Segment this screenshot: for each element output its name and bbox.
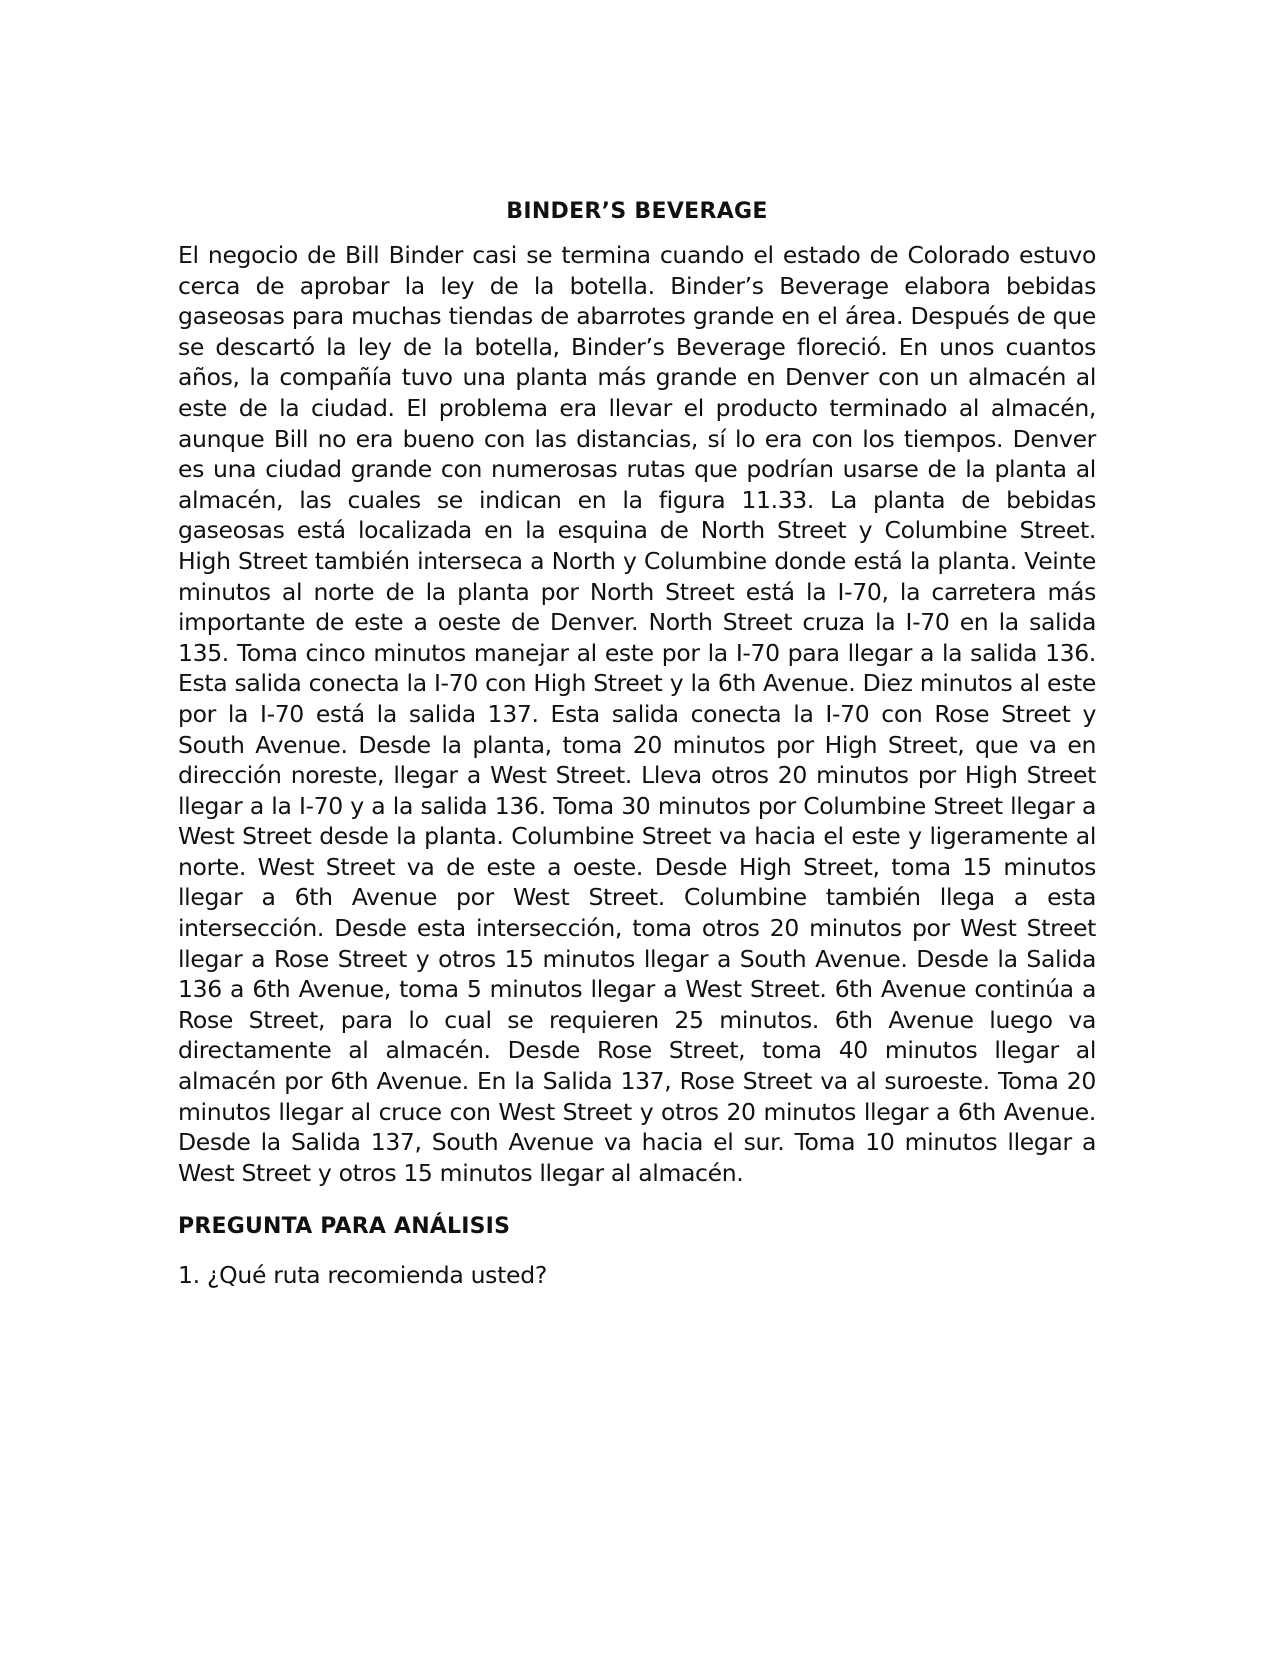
case-body-paragraph: El negocio de Bill Binder casi se termina cuando el estado de Colorado estuvo cerca de aprobar la ley de la botella. Binder’s Beverage elabora bebidas gaseosas para muchas tiendas de abarrotes grande en el área. Después de que se descartó la ley de la botella, Binder’s Beverage floreció. En unos cuantos años, la compañía tuvo una planta más grande en Denver con un almacén al este de la ciudad. El problema era llevar el producto terminado al almacén, aunque Bill no era bueno con las distancias, sí lo era con los tiempos. Denver es una ciudad grande con numerosas rutas que podrían usarse de la planta al almacén, las cuales se indican en la figura 11.33. La planta de bebidas gaseosas está localizada en la esquina de North Street y Columbine Street. High Street también interseca a North y Columbine donde está la planta. Veinte minutos al norte de la planta por North Street está la I-70, la carretera más importante de este a oeste de Denver. North Street cruza la I-70 en la salida 135. Toma cinco minutos manejar al este por la I-70 para llegar a la salida 136. Esta salida conecta la I-70 con High Street y la 6th Avenue. Diez minutos al este por la I-70 está la salida 137. Esta salida conecta la I-70 con Rose Street y South Avenue. Desde la planta, toma 20 minutos por High Street, que va en dirección noreste, llegar a West Street. Lleva otros 20 minutos por High Street llegar a la I-70 y a la salida 136. Toma 30 minutos por Columbine Street llegar a West Street desde la planta. Columbine Street va hacia el este y ligeramente al norte. West Street va de este a oeste. Desde High Street, toma 15 minutos llegar a 6th Avenue por West Street. Columbine también llega a esta intersección. Desde esta intersección, toma otros 20 minutos por West Street llegar a Rose Street y otros 15 minutos llegar a South Avenue. Desde la Salida 136 a 6th Avenue, toma 5 minutos llegar a West Street. 6th Avenue continúa a Rose Street, para lo cual se requieren 25 minutos. 6th Avenue luego va directamente al almacén. Desde Rose Street, toma 40 minutos llegar al almacén por 6th Avenue. En la Salida 137, Rose Street va al suroeste. Toma 20 minutos llegar al cruce con West Street y otros 20 minutos llegar a 6th Avenue. Desde la Salida 137, South Avenue va hacia el sur. Toma 10 minutos llegar a West Street y otros 15 minutos llegar al almacén. bbox=[178, 241, 1096, 1187]
document-title: BINDER’S BEVERAGE bbox=[506, 199, 768, 224]
analysis-question-1: 1. ¿Qué ruta recomienda usted? bbox=[178, 1261, 547, 1290]
document-content bbox=[178, 190, 1096, 1292]
analysis-question-heading: PREGUNTA PARA ANÁLISIS bbox=[178, 1214, 511, 1240]
